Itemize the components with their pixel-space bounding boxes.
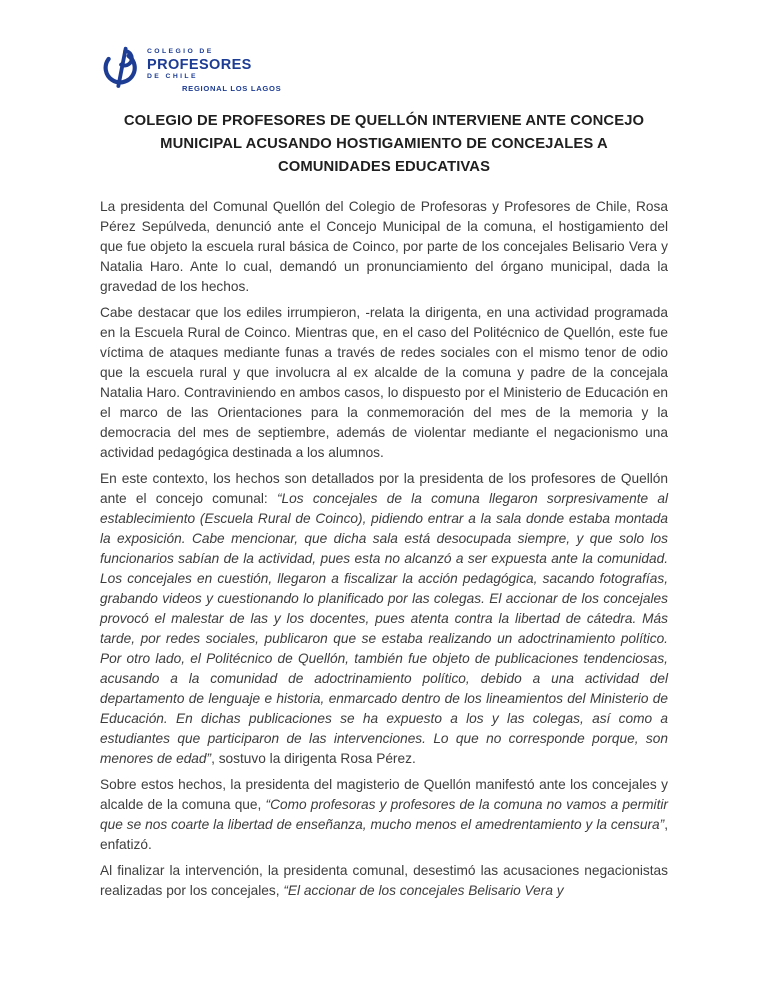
title-line-1: COLEGIO DE PROFESORES DE QUELLÓN INTERVIENE ANTE CONCEJO bbox=[123, 113, 645, 129]
paragraph bbox=[100, 197, 668, 297]
org-logo-text bbox=[147, 42, 281, 93]
paragraph bbox=[100, 861, 668, 901]
text-segment: La presidenta del Comunal Quellón del Colegio de Profesoras y Profesores de Chile, Rosa Pérez Sepúlveda, denunció ante el Concejo Municipal de la comuna, el hostigamiento del que fue objeto la escuela rural básica de Coinco, por parte de los concejales Belisario Vera y Natalia Haro. Ante lo cual, demandó un pronunciamiento del órgano municipal, dada la gravedad de los hechos. bbox=[100, 199, 668, 294]
text-segment: Sobre estos hechos, la presidenta del magisterio de Quellón manifestó ante los concejales y alcalde de la comuna que, bbox=[100, 777, 668, 812]
article-title bbox=[100, 110, 668, 179]
title-line-2: MUNICIPAL ACUSANDO HOSTIGAMIENTO DE CONCEJALES A bbox=[160, 136, 608, 152]
text-segment: , enfatizó. bbox=[100, 817, 668, 852]
paragraph bbox=[100, 303, 668, 463]
text-segment: En este contexto, los hechos son detallados por la presidenta de los profesores de Quellón ante el concejo comunal: bbox=[100, 471, 668, 506]
org-region-label: REGIONAL LOS LAGOS bbox=[182, 84, 282, 94]
paragraph bbox=[100, 469, 668, 769]
paragraph bbox=[100, 775, 668, 855]
text-segment: Al finalizar la intervención, la presidenta comunal, desestimó las acusaciones negacionistas realizadas por los concejales, bbox=[100, 863, 668, 898]
title-line-3: COMUNIDADES EDUCATIVAS bbox=[277, 159, 491, 175]
quote-segment: “El accionar de los concejales Belisario Vera y bbox=[283, 883, 564, 898]
article-body bbox=[100, 197, 668, 901]
org-name-line1: COLEGIO DE bbox=[147, 48, 214, 55]
text-segment: , sostuvo la dirigenta Rosa Pérez. bbox=[211, 751, 416, 766]
cp-monogram-icon bbox=[102, 42, 142, 90]
org-name-line3: DE CHILE bbox=[147, 73, 198, 81]
org-logo bbox=[102, 42, 668, 94]
org-name-line2: PROFESORES bbox=[147, 56, 252, 73]
quote-segment: “Los concejales de la comuna llegaron sorpresivamente al establecimiento (Escuela Rural de Coinco), pidiendo entrar a la sala donde estaba montada la exposición. Cabe mencionar, que dicha sala está desocupada siempre, y que solo los funcionarios sabían de la actividad, pues esta no alcanzó a ser expuesta ante la comunidad. Los concejales en cuestión, llegaron a fiscalizar la acción pedagógica, sacando fotografías, grabando videos y cuestionando lo planificado por las colegas. El accionar de los concejales provocó el malestar de las y los docentes, pues atenta contra la libertad de cátedra. Más tarde, por redes sociales, publicaron que se estaba realizando un adoctrinamiento político. Por otro lado, el Politécnico de Quellón, también fue objeto de publicaciones tendenciosas, acusando a la comunidad de adoctrinamiento político, debido a una actividad del departamento de lenguaje e historia, enmarcado dentro de los lineamientos del Ministerio de Educación. En dichas publicaciones se ha expuesto a los y las colegas, así como a estudiantes que participaron de las intervenciones. Lo que no corresponde porque, son menores de edad” bbox=[100, 491, 668, 766]
quote-segment: “Como profesoras y profesores de la comuna no vamos a permitir que se nos coarte la libertad de enseñanza, mucho menos el amedrentamiento y la censura” bbox=[100, 797, 668, 832]
text-segment: Cabe destacar que los ediles irrumpieron, -relata la dirigenta, en una actividad programada en la Escuela Rural de Coinco. Mientras que, en el caso del Politécnico de Quellón, este fue víctima de ataques mediante funas a través de redes sociales con el mismo tenor de odio que la escuela rural y que involucra al ex alcalde de la comuna y padre de la concejala Natalia Haro. Contraviniendo en ambos casos, lo dispuesto por el Ministerio de Educación en el marco de las Orientaciones para la conmemoración del mes de la memoria y la democracia del mes de septiembre, además de violentar mediante el negacionismo una actividad pedagógica destinada a los alumnos. bbox=[100, 305, 668, 460]
